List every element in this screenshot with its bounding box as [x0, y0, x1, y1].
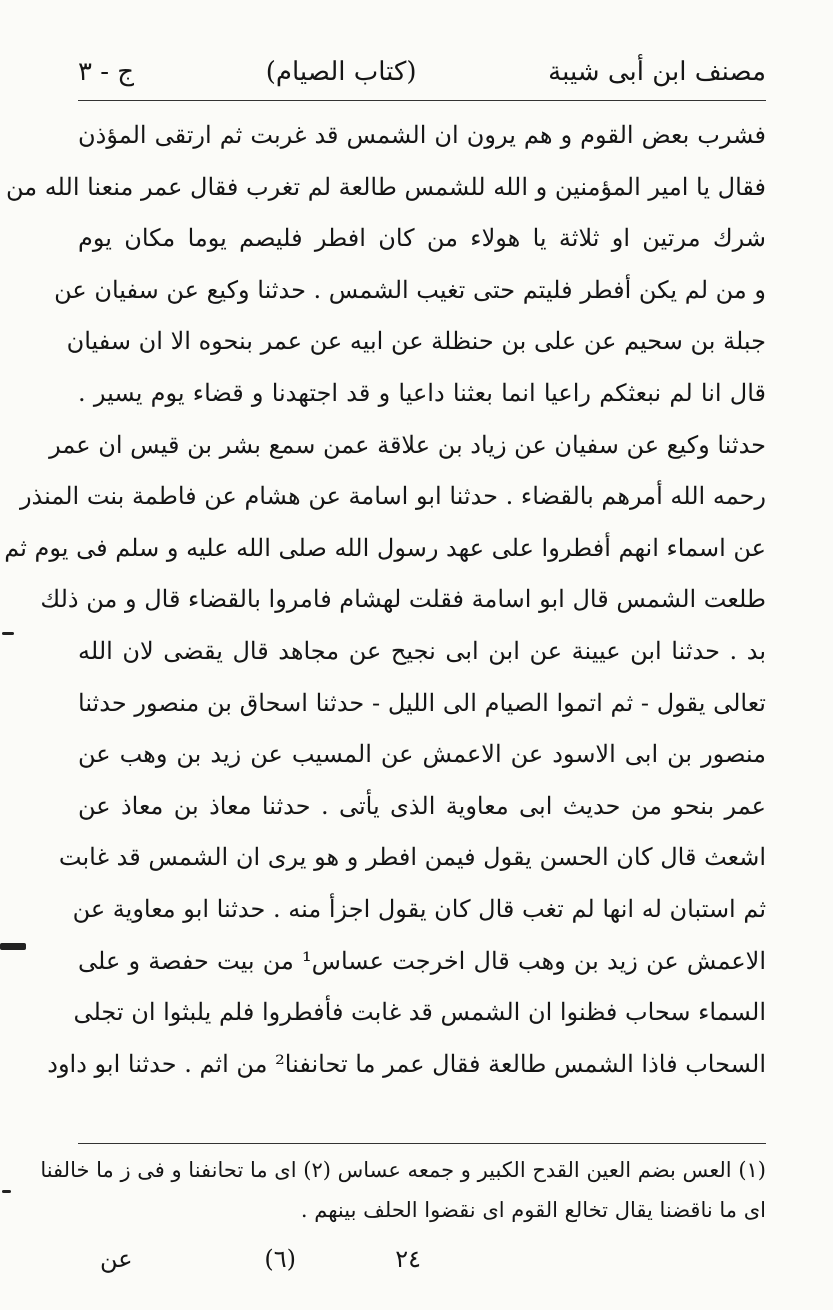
text-line: و من لم يكن أفطر فليتم حتى تغيب الشمس . حدثنا وكيع عن سفيان عن — [54, 275, 766, 304]
scan-mark — [2, 1190, 11, 1193]
text-line: عن اسماء انهم أفطروا على عهد رسول الله صلى الله عليه و سلم فى يوم ثم — [4, 533, 766, 562]
text-line: منصور بن ابى الاسود عن الاعمش عن المسيب عن زيد بن وهب عن — [78, 740, 766, 769]
volume-label: ج - ٣ — [78, 57, 135, 87]
catchword: عن — [100, 1245, 133, 1273]
text-line: جبلة بن سحيم عن على بن حنظلة عن ابيه عن عمر بنحوه الا ان سفيان — [66, 327, 766, 356]
main-text — [4, 110, 766, 1090]
text-line: الاعمش عن زيد بن وهب قال اخرجت عساس¹ من بيت حفصة و على — [78, 946, 766, 975]
page-number: ٢٤ — [395, 1245, 421, 1273]
book-title: مصنف ابن أبى شيبة — [548, 57, 766, 87]
page-footer — [78, 1245, 766, 1285]
text-line: اشعث قال كان الحسن يقول فيمن افطر و هو يرى ان الشمس قد غابت — [58, 843, 766, 872]
text-line: عمر بنحو من حديث ابى معاوية الذى يأتى . حدثنا معاذ بن معاذ عن — [78, 791, 766, 820]
text-line: السماء سحاب فظنوا ان الشمس قد غابت فأفطروا فلم يلبثوا ان تجلى — [73, 998, 766, 1027]
header-divider — [78, 100, 766, 101]
scan-mark — [0, 943, 26, 950]
signature-mark: (٦) — [264, 1245, 296, 1273]
text-line: بد . حدثنا ابن عيينة عن ابن ابى نجيح عن مجاهد قال يقضى لان الله — [78, 636, 766, 665]
text-line: رحمه الله أمرهم بالقضاء . حدثنا ابو اسامة عن هشام عن فاطمة بنت المنذر — [19, 482, 766, 511]
text-line: ثم استبان له انها لم تغب قال كان يقول اجزأ منه . حدثنا ابو معاوية عن — [72, 894, 766, 923]
running-header — [78, 50, 766, 94]
text-line: السحاب فاذا الشمس طالعة فقال عمر ما تحانفنا² من اثم . حدثنا ابو داود — [47, 1049, 766, 1078]
text-line: قال انا لم نبعثكم راعيا انما بعثنا داعيا و قد اجتهدنا و قضاء يوم يسير . — [78, 378, 766, 407]
text-line: شرك مرتين او ثلاثة يا هولاء من كان افطر فليصم يوما مكان يوم — [78, 224, 766, 253]
text-line: فشرب بعض القوم و هم يرون ان الشمس قد غربت ثم ارتقى المؤذن — [78, 121, 766, 149]
text-line: فقال يا امير المؤمنين و الله للشمس طالعة لم تغرب فقال عمر منعنا الله من — [5, 172, 766, 201]
footnotes — [40, 1150, 766, 1230]
footnote-line: اى ما ناقضنا يقال تخالع القوم اى نقضوا الحلف بينهم . — [300, 1198, 766, 1222]
scan-mark — [2, 632, 14, 635]
text-line: طلعت الشمس قال ابو اسامة فقلت لهشام فامروا بالقضاء قال و من ذلك — [40, 585, 766, 614]
text-line: تعالى يقول - ثم اتموا الصيام الى الليل - حدثنا اسحاق بن منصور حدثنا — [78, 688, 766, 717]
section-title: (كتاب الصيام) — [265, 57, 417, 87]
text-line: حدثنا وكيع عن سفيان عن زياد بن علاقة عمن سمع بشر بن قيس ان عمر — [49, 430, 766, 459]
footnote-divider — [78, 1143, 766, 1144]
footnote-line: (١) العس بضم العين القدح الكبير و جمعه عساس (٢) اى ما تحانفنا و فى ز ما خالفنا — [40, 1158, 766, 1182]
